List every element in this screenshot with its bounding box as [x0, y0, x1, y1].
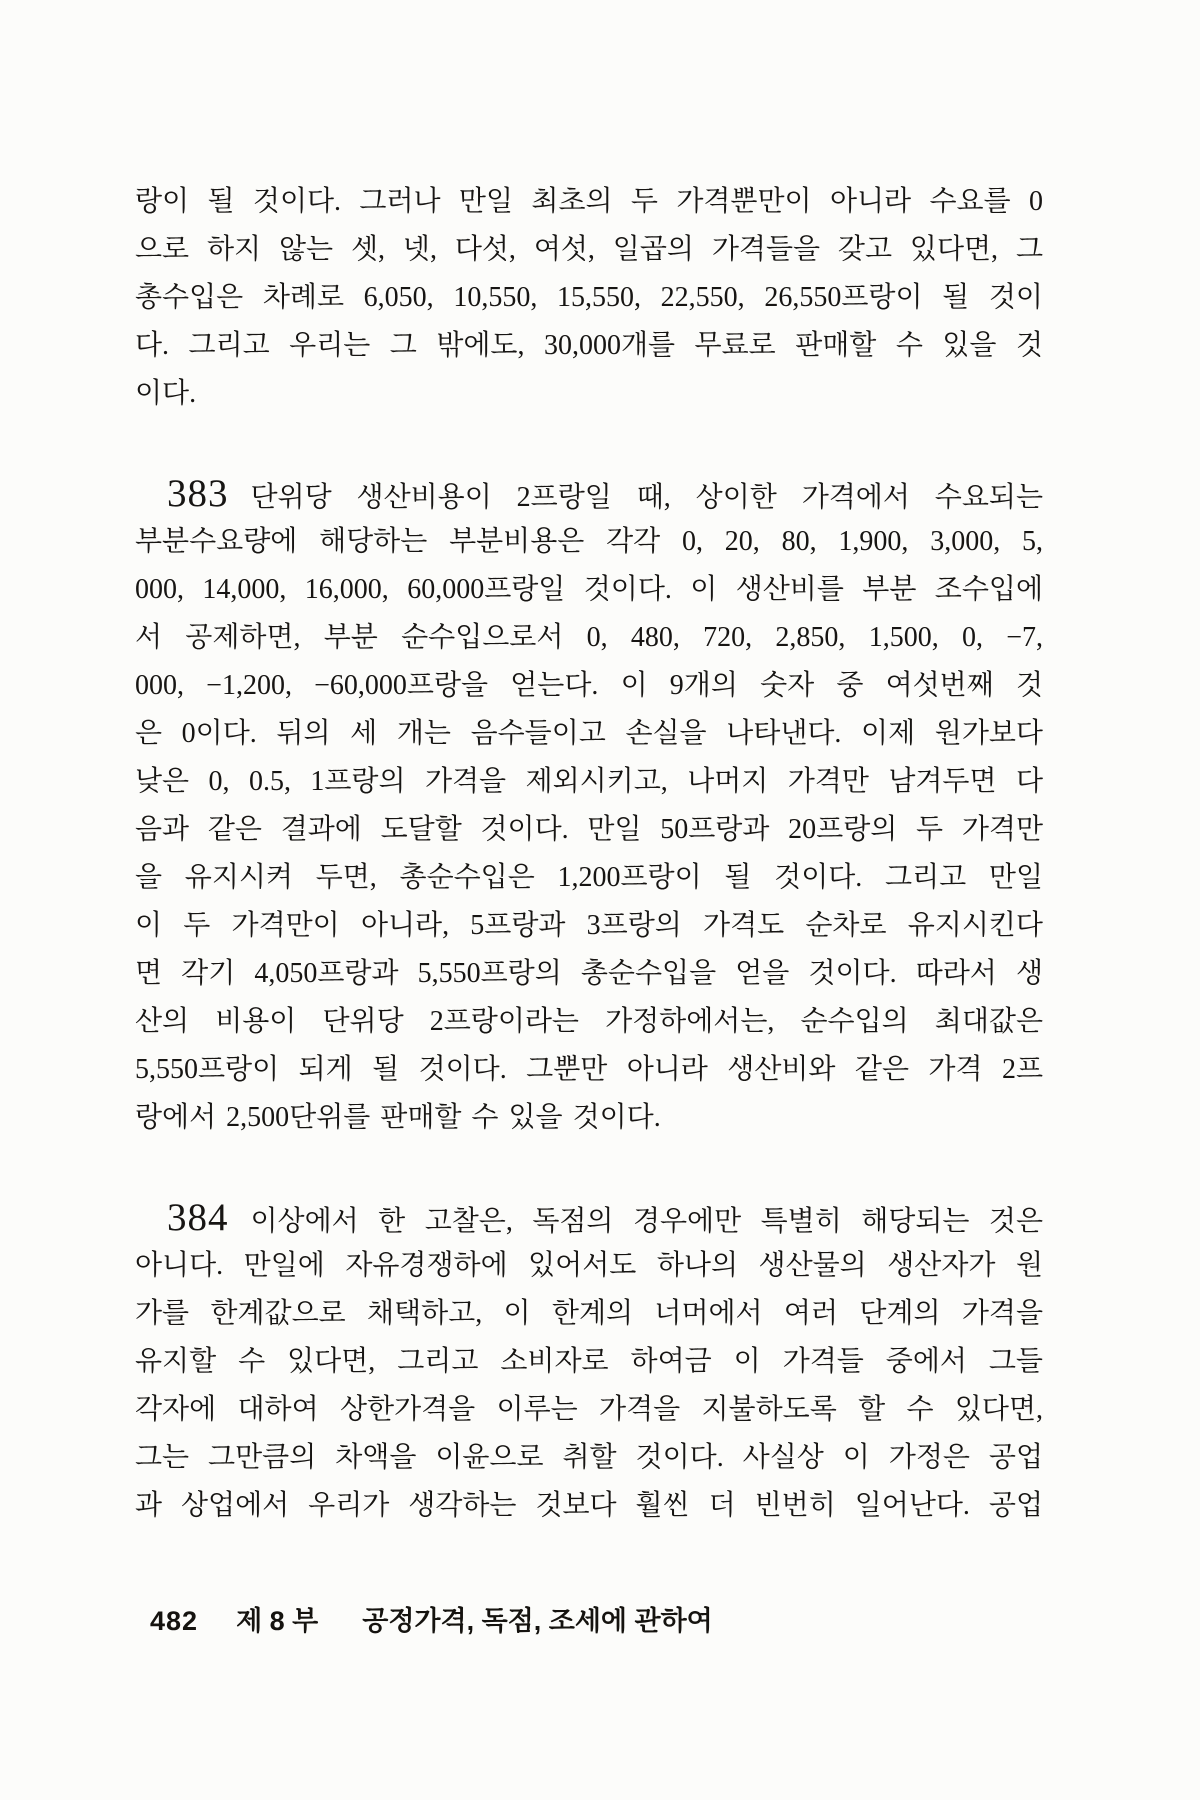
section-number: 384	[167, 1196, 229, 1239]
text-line: 을 유지시켜 두면, 총순수입은 1,200프랑이 될 것이다. 그리고 만일	[135, 862, 1043, 893]
text-line: 랑이 될 것이다. 그러나 만일 최초의 두 가격뿐만이 아니라 수요를 0	[135, 186, 1043, 217]
text-line: 랑에서 2,500단위를 판매할 수 있을 것이다.	[135, 1102, 661, 1133]
text-line: 그는 그만큼의 차액을 이윤으로 취할 것이다. 사실상 이 가정은 공업	[135, 1442, 1043, 1473]
text-line: 384 이상에서 한 고찰은, 독점의 경우에만 특별히 해당되는 것은	[167, 1196, 1043, 1239]
text-line: 다. 그리고 우리는 그 밖에도, 30,000개를 무료로 판매할 수 있을 것	[135, 330, 1043, 361]
text-line: 유지할 수 있다면, 그리고 소비자로 하여금 이 가격들 중에서 그들	[135, 1346, 1043, 1377]
text-line: 산의 비용이 단위당 2프랑이라는 가정하에서는, 순수입의 최대값은	[135, 1006, 1043, 1037]
text-line: 아니다. 만일에 자유경쟁하에 있어서도 하나의 생산물의 생산자가 원	[135, 1250, 1043, 1281]
text-line: 총수입은 차례로 6,050, 10,550, 15,550, 22,550, 26,550프랑이 될 것이	[135, 282, 1043, 313]
text-line: 부분수요량에 해당하는 부분비용은 각각 0, 20, 80, 1,900, 3,000, 5,	[135, 526, 1043, 557]
text-line: 383 단위당 생산비용이 2프랑일 때, 상이한 가격에서 수요되는	[167, 472, 1043, 515]
paragraph	[135, 470, 1043, 1142]
text-line: 과 상업에서 우리가 생각하는 것보다 훨씬 더 빈번히 일어난다. 공업	[135, 1490, 1043, 1521]
text-line: 5,550프랑이 되게 될 것이다. 그뿐만 아니라 생산비와 같은 가격 2프	[135, 1054, 1043, 1085]
paragraph	[135, 178, 1043, 418]
page-number: 482	[150, 1606, 199, 1636]
text-line: 000, 14,000, 16,000, 60,000프랑일 것이다. 이 생산비를 부분 조수입에	[135, 574, 1043, 605]
page-footer	[150, 1601, 713, 1641]
part-title: 공정가격, 독점, 조세에 관하여	[362, 1606, 713, 1636]
text-line: 이 두 가격만이 아니라, 5프랑과 3프랑의 가격도 순차로 유지시킨다	[135, 910, 1043, 941]
text-line: 이다.	[135, 378, 197, 409]
text-line: 000, −1,200, −60,000프랑을 얻는다. 이 9개의 숫자 중 여섯번째 것	[135, 670, 1043, 701]
section-number: 383	[167, 472, 229, 515]
text-line: 으로 하지 않는 셋, 넷, 다섯, 여섯, 일곱의 가격들을 갖고 있다면, 그	[135, 234, 1043, 265]
text-line: 서 공제하면, 부분 순수입으로서 0, 480, 720, 2,850, 1,500, 0, −7,	[135, 622, 1043, 653]
page-body	[135, 178, 1043, 1582]
text-line: 음과 같은 결과에 도달할 것이다. 만일 50프랑과 20프랑의 두 가격만	[135, 814, 1043, 845]
text-line: 낮은 0, 0.5, 1프랑의 가격을 제외시키고, 나머지 가격만 남겨두면 다	[135, 766, 1043, 797]
paragraph	[135, 1194, 1043, 1530]
text-line: 가를 한계값으로 채택하고, 이 한계의 너머에서 여러 단계의 가격을	[135, 1298, 1043, 1329]
part-label: 제 8 부	[236, 1606, 319, 1636]
text-line: 면 각기 4,050프랑과 5,550프랑의 총순수입을 얻을 것이다. 따라서 생	[135, 958, 1043, 989]
text-line: 은 0이다. 뒤의 세 개는 음수들이고 손실을 나타낸다. 이제 원가보다	[135, 718, 1043, 749]
text-line: 각자에 대하여 상한가격을 이루는 가격을 지불하도록 할 수 있다면,	[135, 1394, 1043, 1425]
